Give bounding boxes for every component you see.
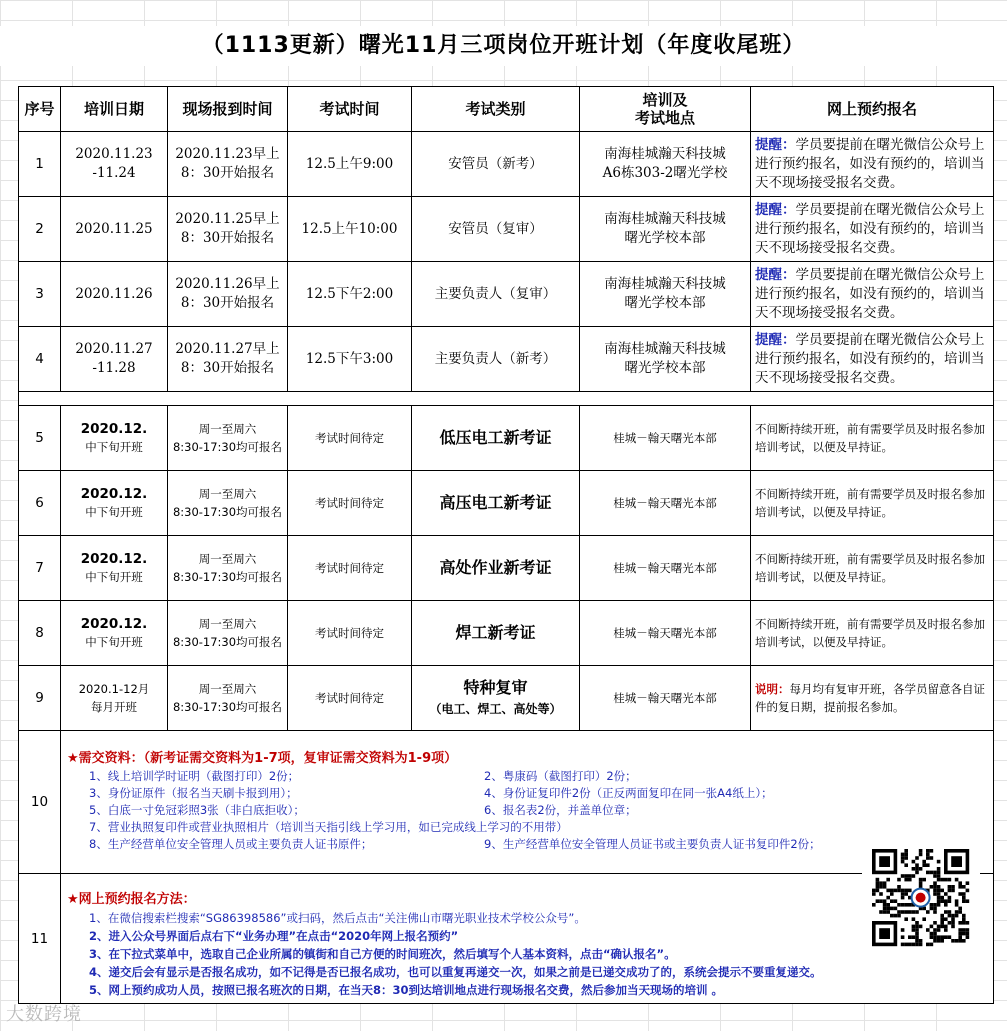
online-remark: 说明：每月均有复审开班，各学员留意各自证件的复日期，提前报名参加。 (751, 666, 994, 731)
table-row (19, 262, 994, 327)
list-item: 2、粤康码（截图打印）2份； (484, 769, 637, 783)
exam-time: 12.5下午3:00 (288, 327, 412, 392)
required-docs-list (89, 768, 987, 853)
online-method-steps (89, 909, 987, 999)
train-date: 2020.12. 中下旬开班 (61, 406, 168, 471)
exam-time: 考试时间待定 (288, 666, 412, 731)
report-time: 周一至周六 8:30-17:30均可报名 (168, 406, 288, 471)
list-item: 5、网上预约成功人员，按照已报名班次的日期，在当天8：30到达培训地点进行现场报名交费，然后参加当天现场的培训 。 (89, 983, 724, 997)
train-date: 2020.12. 中下旬开班 (61, 536, 168, 601)
exam-type: 安管员（复审） (412, 197, 580, 262)
list-item: 1、在微信搜索栏搜索“SG86398586”或扫码，然后点击“关注佛山市曙光职业技术学校公众号”。 (89, 911, 586, 925)
list-item: 1、线上培训学时证明（截图打印）2份； (89, 769, 300, 783)
exam-time: 考试时间待定 (288, 536, 412, 601)
row-no: 8 (19, 601, 61, 666)
header-row (19, 87, 994, 132)
train-date: 2020.12. 中下旬开班 (61, 471, 168, 536)
list-item: 3、在下拉式菜单中，选取自己企业所属的镇街和自己方便的时间班次，然后填写个人基本资料，点击“确认报名”。 (89, 947, 676, 961)
header-report-time: 现场报到时间 (168, 87, 288, 132)
row-no: 10 (19, 731, 61, 874)
row-no: 11 (19, 874, 61, 1004)
row-no: 1 (19, 132, 61, 197)
train-date: 2020.11.23 -11.24 (61, 132, 168, 197)
table-row (19, 666, 994, 731)
list-item: 3、身份证原件（报名当天刷卡报到用）； (89, 786, 298, 800)
row-no: 7 (19, 536, 61, 601)
table-row (19, 197, 994, 262)
online-method-row (19, 874, 994, 1004)
schedule-table (18, 86, 994, 1004)
report-time: 周一至周六 8:30-17:30均可报名 (168, 471, 288, 536)
location: 南海桂城瀚天科技城 曙光学校本部 (580, 327, 751, 392)
train-date: 2020.11.27 -11.28 (61, 327, 168, 392)
row-no: 4 (19, 327, 61, 392)
exam-type: 主要负责人（复审） (412, 262, 580, 327)
exam-type: 主要负责人（新考） (412, 327, 580, 392)
report-time: 周一至周六 8:30-17:30均可报名 (168, 666, 288, 731)
location: 桂城－翰天曙光本部 (580, 406, 751, 471)
list-item: 6、报名表2份，并盖单位章； (484, 803, 637, 817)
row-no: 2 (19, 197, 61, 262)
train-date: 2020.11.25 (61, 197, 168, 262)
header-online: 网上预约报名 (751, 87, 994, 132)
table-row (19, 601, 994, 666)
list-item: 9、生产经营单位安全管理人员证书或主要负责人证书复印件2份； (484, 837, 821, 851)
location: 桂城－翰天曙光本部 (580, 536, 751, 601)
table-row (19, 406, 994, 471)
spacer-row (19, 392, 994, 406)
online-method-heading: ★网上预约报名方法： (67, 892, 196, 907)
table-row (19, 132, 994, 197)
header-exam-time: 考试时间 (288, 87, 412, 132)
train-date: 2020.12. 中下旬开班 (61, 601, 168, 666)
row-no: 9 (19, 666, 61, 731)
list-item: 7、营业执照复印件或营业执照相片（培训当天指引线上学习用，如已完成线上学习的不用带） (89, 820, 568, 834)
location: 南海桂城瀚天科技城 曙光学校本部 (580, 262, 751, 327)
exam-time: 12.5下午2:00 (288, 262, 412, 327)
list-item: 8、生产经营单位安全管理人员或主要负责人证书原件； (89, 837, 373, 851)
list-item: 2、进入公众号界面后点右下“业务办理”在点击“2020年网上报名预约” (89, 929, 459, 943)
online-remark: 不间断持续开班，前有需要学员及时报名参加培训考试，以便及早持证。 (751, 406, 994, 471)
required-docs-heading: ★需交资料：（新考证需交资料为1-7项，复审证需交资料为1-9项） (67, 751, 458, 766)
page-title: （1113更新）曙光11月三项岗位开班计划（年度收尾班） (0, 26, 1007, 66)
table-row (19, 471, 994, 536)
report-time: 2020.11.25早上 8：30开始报名 (168, 197, 288, 262)
list-item: 5、白底一寸免冠彩照3张（非白底拒收）； (89, 803, 305, 817)
row-no: 5 (19, 406, 61, 471)
required-docs-row (19, 731, 994, 874)
exam-type: 特种复审 （电工、焊工、高处等） (412, 666, 580, 731)
location: 桂城－翰天曙光本部 (580, 471, 751, 536)
exam-time: 考试时间待定 (288, 471, 412, 536)
row-no: 6 (19, 471, 61, 536)
exam-type: 低压电工新考证 (412, 406, 580, 471)
location: 桂城－翰天曙光本部 (580, 666, 751, 731)
list-item: 4、身份证复印件2份（正反两面复印在同一张A4纸上）； (484, 786, 773, 800)
online-remark: 不间断持续开班，前有需要学员及时报名参加培训考试，以便及早持证。 (751, 601, 994, 666)
exam-type: 高压电工新考证 (412, 471, 580, 536)
train-date: 2020.1-12月 每月开班 (61, 666, 168, 731)
row-no: 3 (19, 262, 61, 327)
report-time: 2020.11.27早上 8：30开始报名 (168, 327, 288, 392)
table-row (19, 327, 994, 392)
report-time: 2020.11.23早上 8：30开始报名 (168, 132, 288, 197)
exam-type: 高处作业新考证 (412, 536, 580, 601)
location: 南海桂城瀚天科技城 曙光学校本部 (580, 197, 751, 262)
online-remark: 提醒：学员要提前在曙光微信公众号上进行预约报名，如没有预约的，培训当天不现场接受报名交费。 (751, 327, 994, 392)
online-remark: 提醒：学员要提前在曙光微信公众号上进行预约报名，如没有预约的，培训当天不现场接受报名交费。 (751, 197, 994, 262)
exam-type: 焊工新考证 (412, 601, 580, 666)
online-remark: 提醒：学员要提前在曙光微信公众号上进行预约报名，如没有预约的，培训当天不现场接受报名交费。 (751, 132, 994, 197)
location: 南海桂城瀚天科技城 A6栋303-2曙光学校 (580, 132, 751, 197)
header-location: 培训及 考试地点 (580, 87, 751, 132)
report-time: 周一至周六 8:30-17:30均可报名 (168, 601, 288, 666)
header-exam-type: 考试类别 (412, 87, 580, 132)
qr-code-icon (862, 848, 980, 948)
required-docs-block (61, 731, 994, 874)
qr-code-image (862, 848, 980, 948)
train-date: 2020.11.26 (61, 262, 168, 327)
exam-time: 考试时间待定 (288, 406, 412, 471)
header-no: 序号 (19, 87, 61, 132)
location: 桂城－翰天曙光本部 (580, 601, 751, 666)
exam-time: 考试时间待定 (288, 601, 412, 666)
report-time: 周一至周六 8:30-17:30均可报名 (168, 536, 288, 601)
table-row (19, 536, 994, 601)
report-time: 2020.11.26早上 8：30开始报名 (168, 262, 288, 327)
list-item: 4、递交后会有显示是否报名成功，如不记得是否已报名成功，也可以重复再递交一次，如果之前是已递交成功了的，系统会提示不要重复递交。 (89, 965, 822, 979)
exam-time: 12.5上午9:00 (288, 132, 412, 197)
watermark-logo: 大数跨境 (6, 1004, 82, 1025)
exam-type: 安管员（新考） (412, 132, 580, 197)
exam-time: 12.5上午10:00 (288, 197, 412, 262)
online-remark: 不间断持续开班，前有需要学员及时报名参加培训考试，以便及早持证。 (751, 471, 994, 536)
online-remark: 提醒：学员要提前在曙光微信公众号上进行预约报名，如没有预约的，培训当天不现场接受报名交费。 (751, 262, 994, 327)
header-train-date: 培训日期 (61, 87, 168, 132)
online-remark: 不间断持续开班，前有需要学员及时报名参加培训考试，以便及早持证。 (751, 536, 994, 601)
online-method-block (61, 874, 994, 1004)
